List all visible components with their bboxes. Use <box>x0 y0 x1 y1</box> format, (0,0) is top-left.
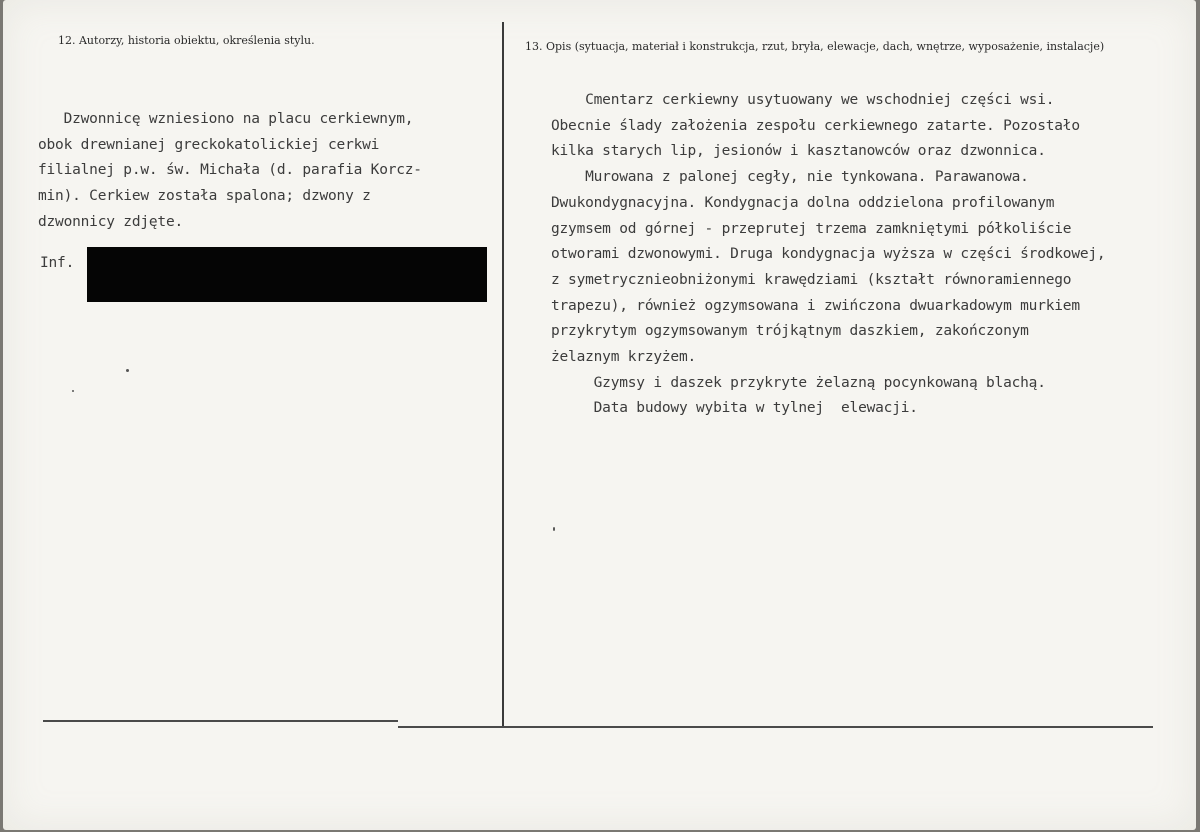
text-line: Cmentarz cerkiewny usytuowany we wschodniej części wsi. <box>551 92 1055 108</box>
redaction-bar <box>87 247 487 302</box>
text-line: Dzwonnicę wzniesiono na placu cerkiewnym, <box>38 111 414 127</box>
text-line: obok drewnianej greckokatolickiej cerkwi <box>38 136 380 153</box>
paper-speck <box>553 527 555 531</box>
text-line: przykrytym ogzymsowanym trójkątnym daszkiem, zakończonym <box>551 323 1029 340</box>
text-line: Obecnie ślady założenia zespołu cerkiewnego zatarte. Pozostało <box>551 117 1080 134</box>
text-line: żelaznym krzyżem. <box>551 349 697 366</box>
text-line: dzwonnicy zdjęte. <box>38 213 184 230</box>
bottom-rule-right <box>398 726 1153 728</box>
text-line: Dwukondygnacyjna. Kondygnacja dolna oddzielona profilowanym <box>551 194 1055 211</box>
bottom-rule-left <box>43 720 398 722</box>
paper-speck <box>126 369 129 372</box>
section-12-heading: 12. Autorzy, historia obiektu, określenia stylu. <box>58 34 315 47</box>
text-line: Gzymsy i daszek przykryte żelazną pocynkowaną blachą. <box>551 374 1046 391</box>
text-line: Murowana z palonej cegły, nie tynkowana. Parawanowa. <box>551 169 1029 186</box>
text-line: otworami dzwonowymi. Druga kondygnacja wyższa w części środkowej, <box>551 246 1106 263</box>
paper-speck <box>72 390 74 392</box>
text-line: kilka starych lip, jesionów i kasztanowców oraz dzwonnica. <box>551 143 1046 160</box>
inf-label: Inf. <box>40 255 75 271</box>
text-line: z symetrycznieobniżonymi krawędziami (kształt równoramiennego <box>551 271 1072 288</box>
document-card <box>3 0 1196 830</box>
text-line: gzymsem od górnej - przeprutej trzema zamkniętymi półkoliście <box>551 220 1072 237</box>
section-13-heading: 13. Opis (sytuacja, materiał i konstrukcja, rzut, bryła, elewacje, dach, wnętrze, wyposażenie, instalacje) <box>525 40 1105 53</box>
section-12-text <box>38 107 422 236</box>
section-13-text <box>551 88 1105 422</box>
text-line: Data budowy wybita w tylnej elewacji. <box>551 400 918 417</box>
column-divider <box>502 22 504 727</box>
text-line: min). Cerkiew została spalona; dzwony z <box>38 188 371 205</box>
text-line: trapezu), również ogzymsowana i zwińczona dwuarkadowym murkiem <box>551 297 1080 314</box>
text-line: filialnej p.w. św. Michała (d. parafia Korcz- <box>38 162 422 179</box>
